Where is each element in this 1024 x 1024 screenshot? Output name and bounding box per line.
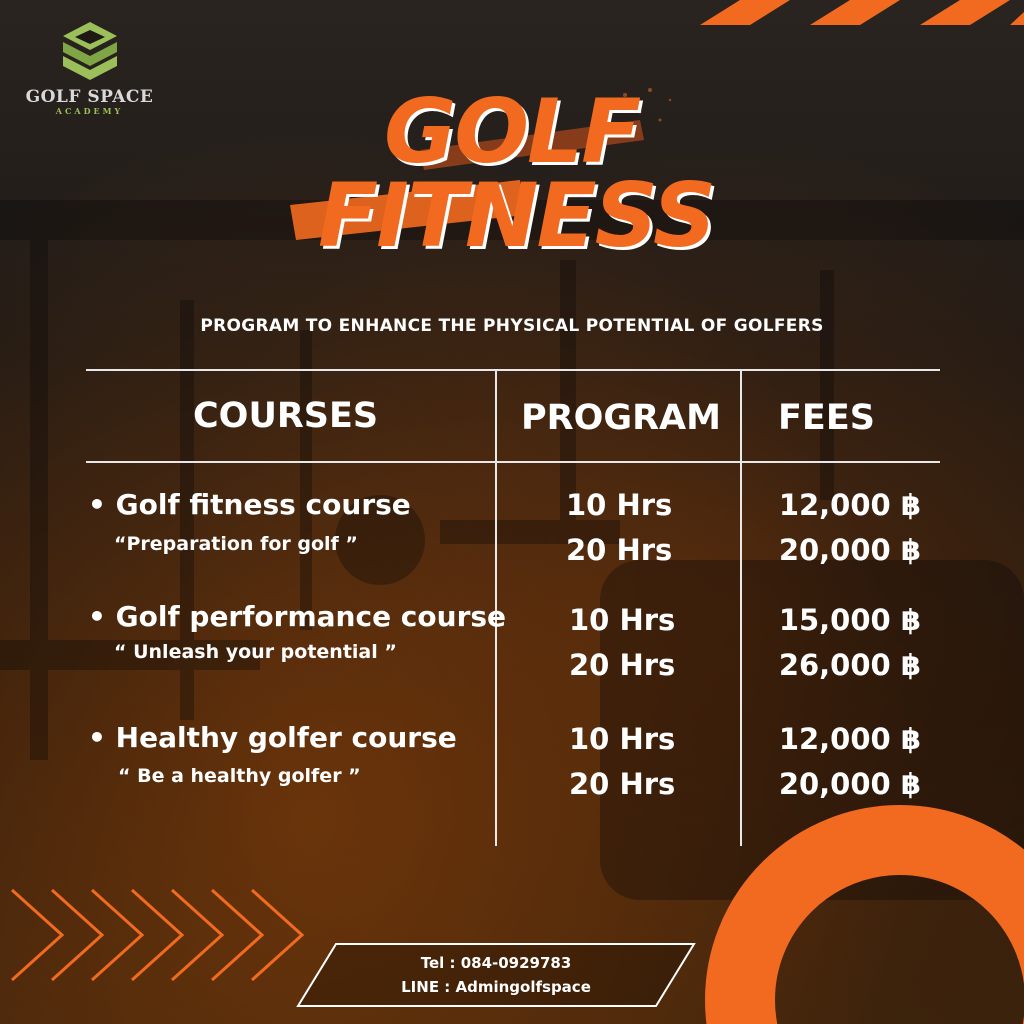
table-top-rule [86, 369, 940, 371]
chevron-decoration [12, 890, 302, 980]
program-hours: 10 Hrs [569, 722, 676, 756]
arc-decoration [740, 840, 1024, 1024]
course-fee: 12,000 ฿ [778, 722, 921, 756]
course-name: • Golf performance course [88, 600, 507, 633]
program-hours: 20 Hrs [569, 648, 676, 682]
table-header-rule [86, 461, 940, 463]
header-program: PROGRAM [521, 398, 721, 438]
course-fee: 26,000 ฿ [778, 648, 921, 682]
brand-sub: ACADEMY [55, 106, 124, 116]
course-name: • Golf fitness course [88, 488, 411, 521]
course-fee: 15,000 ฿ [778, 603, 921, 637]
course-tagline: “Preparation for golf ” [114, 533, 358, 555]
stripe-decoration [700, 0, 1024, 25]
course-tagline: “ Be a healthy golfer ” [118, 765, 361, 787]
title-line-2: FITNESS [318, 164, 715, 267]
course-fee: 20,000 ฿ [778, 767, 921, 801]
program-hours: 20 Hrs [569, 767, 676, 801]
contact-line: LINE : Admingolfspace [401, 978, 591, 996]
program-hours: 10 Hrs [569, 603, 676, 637]
program-hours: 20 Hrs [566, 533, 673, 567]
course-tagline: “ Unleash your potential ” [114, 641, 397, 663]
course-fee: 12,000 ฿ [778, 488, 921, 522]
header-fees: FEES [778, 398, 875, 438]
brand-name: GOLF SPACE [25, 87, 154, 107]
contact-tel: Tel : 084-0929783 [420, 954, 572, 972]
contact-box [296, 943, 696, 1007]
brand-logo [22, 20, 157, 116]
golf-space-logo-icon [55, 20, 125, 82]
header-courses: COURSES [193, 396, 379, 436]
subtitle: PROGRAM TO ENHANCE THE PHYSICAL POTENTIAL OF GOLFERS [200, 316, 824, 336]
program-hours: 10 Hrs [566, 488, 673, 522]
course-fee: 20,000 ฿ [778, 533, 921, 567]
title-line-1: GOLF [384, 80, 640, 183]
course-name: • Healthy golfer course [88, 721, 457, 754]
